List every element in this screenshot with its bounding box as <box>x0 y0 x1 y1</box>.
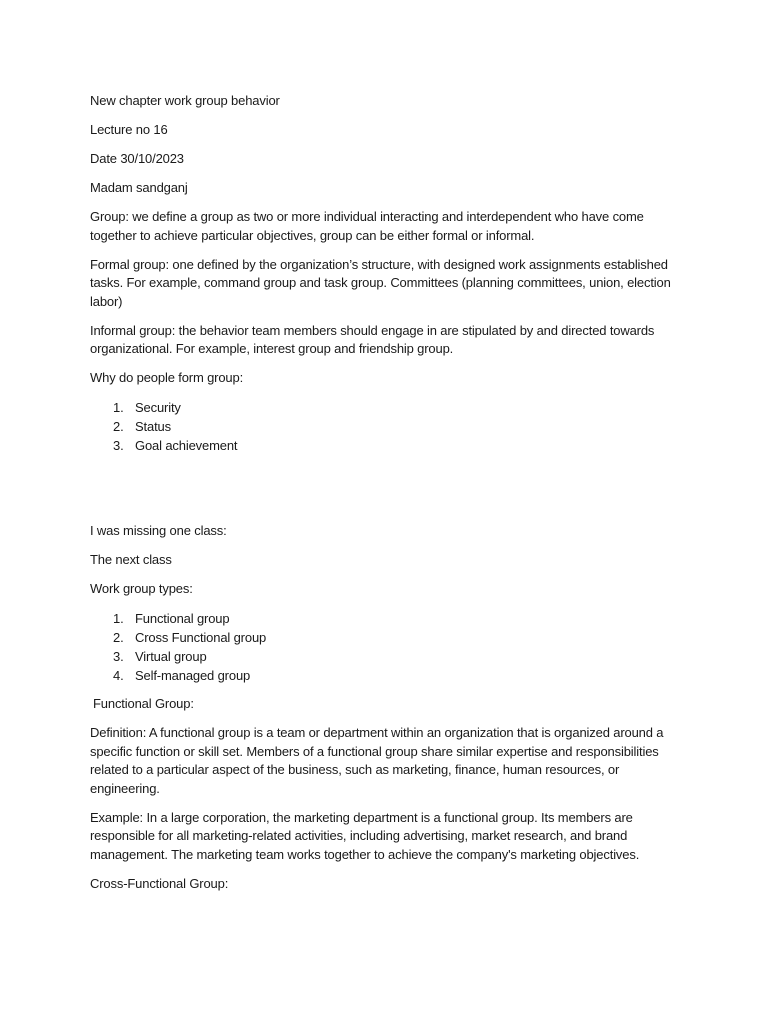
list-item-number: 2. <box>113 629 124 645</box>
why-form-heading: Why do people form group: <box>90 370 244 385</box>
list-item-text: Cross Functional group <box>135 629 267 645</box>
list-item-text: Self-managed group <box>135 667 251 683</box>
missing-class-note: I was missing one class: <box>90 522 227 538</box>
chapter-title: New chapter work group behavior <box>90 93 280 108</box>
list-item <box>90 436 680 455</box>
instructor-name: Madam sandganj <box>90 180 188 195</box>
list-item-text: Goal achievement <box>135 438 238 453</box>
list-item-number: 1. <box>113 400 124 415</box>
list-item-number: 3. <box>113 648 124 664</box>
functional-example-paragraph: Example: In a large corporation, the marketing department is a functional group. Its members are responsible for all marketing-related activities, including advertising, market research, and brand management. The marketing team works together to achieve the company's marketing objectives. <box>90 809 640 862</box>
lecture-number: Lecture no 16 <box>90 122 168 137</box>
formal-group-paragraph: Formal group: one defined by the organization’s structure, with designed work assignments established tasks. For example, command group and task group. Committees (planning committees, union, election labor) <box>90 256 671 309</box>
why-form-list <box>90 398 680 455</box>
blank-space <box>90 466 680 522</box>
list-item-number: 3. <box>113 438 124 453</box>
list-item-text: Functional group <box>135 610 230 626</box>
list-item-text: Status <box>135 419 171 434</box>
list-item-number: 1. <box>113 610 124 626</box>
list-item <box>90 628 680 647</box>
next-class-note: The next class <box>90 551 172 567</box>
informal-group-paragraph: Informal group: the behavior team members should engage in are stipulated by and directed towards organizational. For example, interest group and friendship group. <box>90 322 655 356</box>
list-item-text: Virtual group <box>135 648 207 664</box>
cross-functional-heading: Cross-Functional Group: <box>90 875 229 891</box>
list-item <box>90 666 680 685</box>
functional-definition-paragraph: Definition: A functional group is a team or department within an organization that is organized around a specific function or skill set. Members of a functional group share similar expertise and responsibilities related to a particular aspect of the business, such as marketing, finance, human resources, or engineering. <box>90 725 664 796</box>
types-heading: Work group types: <box>90 580 193 596</box>
list-item <box>90 417 680 436</box>
lecture-date: Date 30/10/2023 <box>90 151 184 166</box>
list-item <box>90 647 680 666</box>
list-item-text: Security <box>135 400 181 415</box>
list-item <box>90 609 680 628</box>
group-definition-paragraph: Group: we define a group as two or more individual interacting and interdependent who have come together to achieve particular objectives, group can be either formal or informal. <box>90 209 644 243</box>
list-item-number: 2. <box>113 419 124 434</box>
list-item <box>90 398 680 417</box>
list-item-number: 4. <box>113 667 124 683</box>
types-list <box>90 609 680 685</box>
document-body <box>90 92 680 904</box>
functional-group-heading: Functional Group: <box>93 696 194 711</box>
